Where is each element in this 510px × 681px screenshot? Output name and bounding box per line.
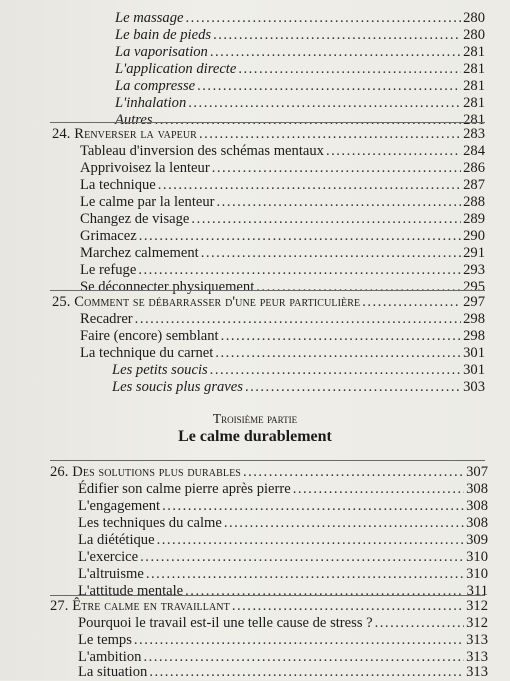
toc-entry-label: Se déconnecter physiquement xyxy=(80,279,255,295)
toc-entry xyxy=(78,615,488,632)
toc-entry-label: Recadrer xyxy=(80,311,133,327)
leader-dots xyxy=(243,464,464,481)
leader-dots xyxy=(213,27,461,44)
toc-entry-page: 286 xyxy=(463,160,485,176)
toc-entry xyxy=(80,311,485,328)
leader-dots xyxy=(215,345,461,362)
leader-dots xyxy=(158,177,461,194)
toc-entry xyxy=(80,228,485,245)
toc-entry-label: Le temps xyxy=(78,632,132,648)
toc-chapter xyxy=(50,464,488,481)
toc-entry xyxy=(80,143,485,160)
toc-entry-page: 281 xyxy=(463,95,485,111)
toc-chapter-label: 25. Comment se débarrasser d'une peur particulière xyxy=(52,294,361,310)
toc-entry-label: L'altruisme xyxy=(78,566,144,582)
toc-entry-page: 308 xyxy=(466,481,488,497)
leader-dots xyxy=(149,664,464,681)
leader-dots xyxy=(188,95,461,112)
leader-dots xyxy=(362,294,461,311)
toc-entry-page: 313 xyxy=(466,649,488,665)
toc-entry-page: 293 xyxy=(463,262,485,278)
part-title: Le calme durablement xyxy=(178,428,332,445)
toc-entry xyxy=(80,160,485,177)
toc-chapter xyxy=(50,598,488,615)
toc-entry-page: 313 xyxy=(466,632,488,648)
leader-dots xyxy=(326,143,461,160)
toc-subentry-label: Les petits soucis xyxy=(112,362,208,378)
leader-dots xyxy=(135,311,461,328)
divider xyxy=(50,122,485,123)
leader-dots xyxy=(210,362,461,379)
toc-chapter-page: 312 xyxy=(466,598,488,614)
toc-subentry-page: 303 xyxy=(463,379,485,395)
toc-entry-label: La diététique xyxy=(78,532,155,548)
toc-entry xyxy=(115,95,485,112)
toc-entry xyxy=(115,78,485,95)
toc-entry-label: Autres xyxy=(115,112,153,128)
toc-entry-label: Les techniques du calme xyxy=(78,515,222,531)
toc-entry-label: Changez de visage xyxy=(80,211,190,227)
toc-entry-page: 308 xyxy=(466,498,488,514)
toc-chapter-page: 283 xyxy=(463,126,485,142)
toc-entry xyxy=(78,498,488,515)
leader-dots xyxy=(221,328,461,345)
toc-entry xyxy=(115,44,485,61)
part-label: Troisième partie xyxy=(212,411,298,426)
toc-entry-label: La compresse xyxy=(115,78,196,94)
toc-entry xyxy=(80,177,485,194)
toc-entry xyxy=(115,61,485,78)
toc-entry xyxy=(78,532,488,549)
toc-entry-label: Le calme par la lenteur xyxy=(80,194,215,210)
toc-entry-page: 313 xyxy=(466,664,488,680)
leader-dots xyxy=(146,566,464,583)
leader-dots xyxy=(238,61,461,78)
toc-entry-label: L'exercice xyxy=(78,549,139,565)
toc-entry xyxy=(78,515,488,532)
toc-entry-page: 298 xyxy=(463,311,485,327)
toc-entry-label: L'engagement xyxy=(78,498,161,514)
toc-chapter-page: 297 xyxy=(463,294,485,310)
toc-entry xyxy=(80,262,485,279)
toc-entry-page: 291 xyxy=(463,245,485,261)
toc-entry-label: L'attitude mentale xyxy=(78,583,184,599)
toc-entry xyxy=(80,328,485,345)
toc-entry xyxy=(115,27,485,44)
leader-dots xyxy=(210,44,461,61)
toc-chapter xyxy=(52,294,485,311)
toc-chapter-label: 26. Des solutions plus durables xyxy=(50,464,241,480)
toc-entry-page: 284 xyxy=(463,143,485,159)
leader-dots xyxy=(217,194,461,211)
toc-subentry xyxy=(112,362,485,379)
toc-entry xyxy=(78,632,488,649)
leader-dots xyxy=(197,78,461,95)
leader-dots xyxy=(212,160,461,177)
toc-entry xyxy=(78,549,488,566)
toc-entry xyxy=(78,664,488,681)
toc-entry-page: 290 xyxy=(463,228,485,244)
toc-entry-page: 288 xyxy=(463,194,485,210)
toc-entry-page: 308 xyxy=(466,515,488,531)
leader-dots xyxy=(139,228,461,245)
toc-chapter-label: 24. Renverser la vapeur xyxy=(52,126,197,142)
toc-entry-page: 311 xyxy=(466,583,488,599)
toc-entry-label: Pourquoi le travail est-il une telle cause de stress ? xyxy=(78,615,373,631)
toc-chapter-label: 27. Être calme en travaillant xyxy=(50,598,230,614)
toc-entry-page: 281 xyxy=(463,78,485,94)
toc-chapter-page: 307 xyxy=(466,464,488,480)
toc-entry-label: Apprivoisez la lenteur xyxy=(80,160,210,176)
toc-entry-label: Marchez calmement xyxy=(80,245,199,261)
toc-entry-label: L'application directe xyxy=(115,61,237,77)
toc-chapter xyxy=(52,126,485,143)
toc-entry-page: 289 xyxy=(463,211,485,227)
divider xyxy=(50,460,485,461)
leader-dots xyxy=(245,379,461,396)
leader-dots xyxy=(138,262,461,279)
leader-dots xyxy=(134,632,464,649)
toc-entry-page: 310 xyxy=(466,566,488,582)
leader-dots xyxy=(162,498,464,515)
toc-entry-page: 281 xyxy=(463,112,485,128)
toc-entry-label: Tableau d'inversion des schémas mentaux xyxy=(80,143,324,159)
leader-dots xyxy=(199,126,461,143)
toc-entry-label: La technique xyxy=(80,177,156,193)
toc-entry xyxy=(115,10,485,27)
toc-entry-page: 310 xyxy=(466,549,488,565)
toc-entry-label: La vaporisation xyxy=(115,44,208,60)
leader-dots xyxy=(224,515,464,532)
toc-entry-page: 281 xyxy=(463,44,485,60)
divider xyxy=(50,290,485,291)
toc-entry-label: L'ambition xyxy=(78,649,142,665)
toc-entry-page: 298 xyxy=(463,328,485,344)
toc-entry-label: Le bain de pieds xyxy=(115,27,212,43)
leader-dots xyxy=(157,532,464,549)
toc-entry-page: 312 xyxy=(466,615,488,631)
toc-entry xyxy=(80,194,485,211)
toc-entry xyxy=(80,345,485,362)
toc-subentry-label: Les soucis plus graves xyxy=(112,379,243,395)
toc-entry-page: 301 xyxy=(463,345,485,361)
leader-dots xyxy=(375,615,464,632)
toc-entry xyxy=(80,211,485,228)
toc-subentry-page: 301 xyxy=(463,362,485,378)
toc-entry-page: 287 xyxy=(463,177,485,193)
toc-entry xyxy=(78,566,488,583)
toc-entry-label: Le refuge xyxy=(80,262,137,278)
toc-entry-page: 280 xyxy=(463,10,485,26)
leader-dots xyxy=(293,481,464,498)
toc-entry-label: Faire (encore) semblant xyxy=(80,328,219,344)
leader-dots xyxy=(186,10,461,27)
leader-dots xyxy=(232,598,464,615)
toc-entry-page: 281 xyxy=(463,61,485,77)
toc-entry-page: 295 xyxy=(463,279,485,295)
toc-entry-label: Grimacez xyxy=(80,228,137,244)
leader-dots xyxy=(191,211,461,228)
leader-dots xyxy=(140,549,464,566)
toc-subentry xyxy=(112,379,485,396)
divider xyxy=(50,595,485,596)
toc-entry-label: La technique du carnet xyxy=(80,345,214,361)
toc-entry xyxy=(78,481,488,498)
toc-entry-label: La situation xyxy=(78,664,148,680)
toc-entry xyxy=(80,245,485,262)
toc-entry-page: 309 xyxy=(466,532,488,548)
toc-entry-label: L'inhalation xyxy=(115,95,187,111)
toc-entry-label: Édifier son calme pierre après pierre xyxy=(78,481,291,497)
leader-dots xyxy=(201,245,461,262)
toc-entry-label: Le massage xyxy=(115,10,184,26)
toc-entry-page: 280 xyxy=(463,27,485,43)
